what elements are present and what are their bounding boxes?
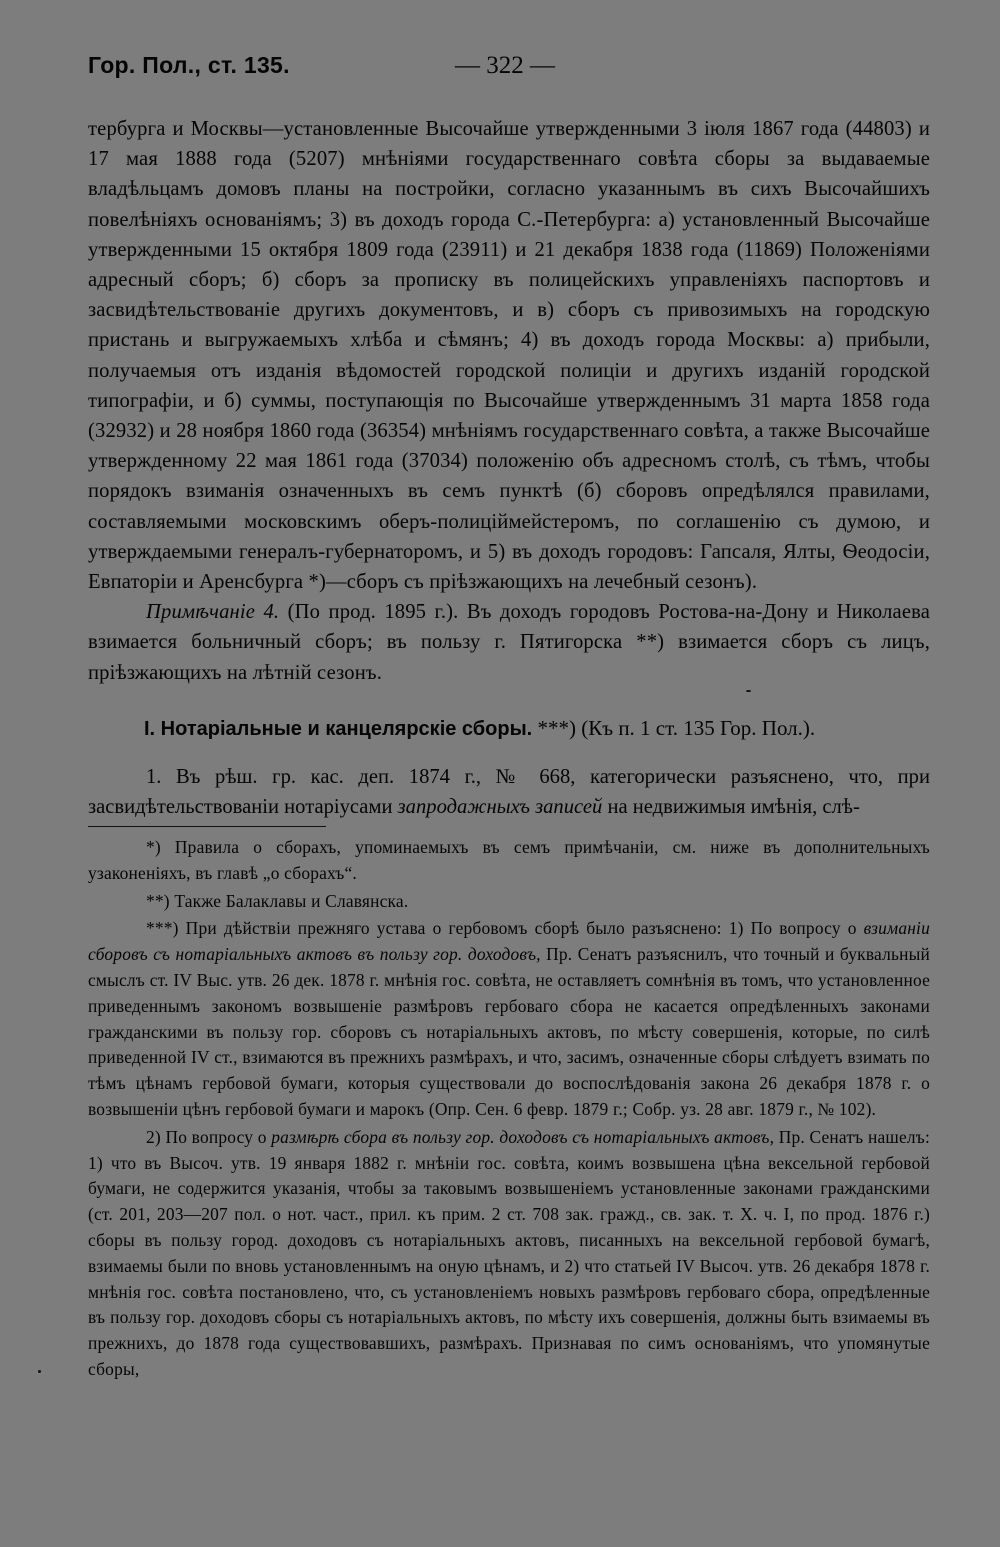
footnote-3	[88, 916, 930, 1122]
section-heading-title: I. Нотаріальные и канцелярскіе сборы.	[144, 718, 533, 740]
footnote-1: *) Правила о сборахъ, упоминаемыхъ въ семъ примѣчаніи, см. ниже въ дополнительныхъ узаконеніяхъ, въ главѣ „о сборахъ“.	[88, 837, 930, 883]
footnote-3-text-b: Пр. Сенатъ разъяснилъ, что точный и буквальный смыслъ ст. IV Выс. утв. 26 дек. 1878 г. мнѣнія гос. совѣта, не оставляетъ сомнѣнія въ томъ, что установленное приведеннымъ закономъ возвышеніе размѣровъ гербоваго сбора не касается опредѣленныхъ законами гражданскими въ пользу гор. сборовъ съ нотаріальныхъ актовъ, по мѣсту совершенія, которые, по силѣ приведенной IV ст., взимаются въ прежнихъ размѣрахъ, и что, засимъ, означенные сборы слѣдуетъ взимать по тѣмъ цѣнамъ гербовой бумаги, которыя существовали до воспослѣдованія закона 26 декабря 1878 г. о возвышеніи цѣнъ гербовой бумаги и марокъ (Опр. Сен. 6 февр. 1879 г.; Собр. уз. 28 авг. 1879 г., № 102).	[88, 944, 930, 1119]
section-paragraph-1	[88, 762, 930, 822]
section-p1-italic: запродажныхъ записей	[397, 796, 603, 819]
note-4-text: (По прод. 1895 г.). Въ доходъ городовъ Ростова-на-Дону и Николаева взимается больничный сборъ; въ пользу г. Пятигорска **) взимается сборъ съ лицъ, пріѣзжающихъ на лѣтній сезонъ.	[88, 601, 931, 684]
footnote-4-italic: размѣрѣ сбора въ пользу гор. доходовъ съ нотаріальныхъ актовъ,	[271, 1126, 775, 1147]
section-heading	[144, 712, 930, 745]
note-4-paragraph	[88, 597, 930, 688]
footnote-2: **) Также Балаклавы и Славянска.	[146, 890, 409, 911]
scan-speck	[38, 1370, 41, 1373]
section-p1-text-a: 1. Въ рѣш. гр. кас. деп. 1874 г., № 668, категорически разъяснено, что, при засвидѣтельствованіи нотаріусами	[88, 766, 930, 819]
section-reference: Гор. Пол., ст. 135.	[88, 52, 290, 78]
footnote-divider	[88, 826, 326, 827]
main-text	[88, 114, 930, 688]
footnote-3-continued	[88, 1125, 930, 1383]
section-body	[88, 762, 930, 822]
footnote-3-text-a: ***) При дѣйствіи прежняго устава о гербовомъ сборѣ было разъяснено: 1) По вопросу о	[146, 918, 864, 939]
page-header	[88, 52, 928, 88]
scan-speck	[746, 690, 751, 692]
note-4-label: Примѣчаніе 4.	[146, 601, 280, 624]
section-p1-text-b: на недвижимыя имѣнія, слѣ-	[602, 796, 860, 819]
page-number: — 322 —	[455, 52, 555, 79]
footnote-4-text-a: 2) По вопросу о	[146, 1126, 272, 1147]
section-heading-ref: ***) (Къ п. 1 ст. 135 Гор. Пол.).	[532, 716, 816, 740]
paragraph-continuation: тербурга и Москвы—установленные Высочайше утвержденными 3 іюля 1867 года (44803) и 17 мая 1888 года (5207) мнѣніями государственнаго совѣта сборы за выдаваемые владѣльцамъ домовъ планы на постройки, согласно указаннымъ въ сихъ Высочайшихъ повелѣніяхъ основаніямъ; 3) въ доходъ города С.-Петербурга: а) установленный Высочайше утвержденными 15 октября 1809 года (23911) и 21 декабря 1838 года (11869) Положеніями адресный сборъ; б) сборъ за прописку въ полицейскихъ управленіяхъ паспортовъ и засвидѣтельствованіе другихъ документовъ, и в) сборъ съ привозимыхъ на городскую пристань и выгружаемыхъ хлѣба и сѣмянъ; 4) въ доходъ города Москвы: а) прибыли, получаемыя отъ изданія вѣдомостей городской полиціи и другихъ изданій городской типографіи, и б) суммы, поступающія по Высочайше утвержденнымъ 31 марта 1858 года (32932) и 28 ноября 1860 года (36354) мнѣніямъ государственнаго совѣта, а также Высочайше утвержденному 22 мая 1861 года (37034) положенію объ адресномъ столѣ, съ тѣмъ, чтобы порядокъ взиманія означенныхъ въ семъ пунктѣ (б) сборовъ опредѣлялся правилами, составляемыми московскимъ оберъ-полиціймейстеромъ, по соглашенію съ думою, и утверждаемыми генералъ-губернаторомъ, и 5) въ доходъ городовъ: Гапсаля, Ялты, Ѳеодосіи, Евпаторіи и Аренсбурга *)—сборъ съ пріѣзжающихъ на лечебный сезонъ).	[88, 118, 930, 594]
footnote-4-text-b: Пр. Сенатъ нашелъ: 1) что въ Высоч. утв. 19 января 1882 г. мнѣніи гос. совѣта, коимъ возвышена цѣна вексельной гербовой бумаги, не содержится указанія, чтобы за таковымъ возвышеніемъ установленные законами гражданскими (ст. 201, 203—207 пол. о нот. част., прил. къ прим. 2 ст. 708 зак. гражд., св. зак. т. X. ч. I, по прод. 1876 г.) сборы въ пользу город. доходовъ съ нотаріальныхъ актовъ, писанныхъ на вексельной гербовой бумагѣ, взимаемы были по вновь установленнымъ на оную цѣнамъ, и 2) что статьей IV Высоч. утв. 26 декабря 1878 г. мнѣнія гос. совѣта постановлено, что, съ установленіемъ новыхъ размѣровъ гербоваго сбора, опредѣленные въ пользу гор. доходовъ сборы съ нотаріальныхъ актовъ, по мѣсту ихъ совершенія, должны быть взимаемы въ прежнихъ, до 1878 года существовавшихъ, размѣрахъ. Признавая по симъ основаніямъ, что упомянутые сборы,	[88, 1126, 930, 1379]
footnote-3-italic: взиманіи сборовъ съ нотаріальныхъ актовъ въ пользу гор. доходовъ,	[88, 918, 930, 965]
footnotes	[88, 835, 930, 1383]
